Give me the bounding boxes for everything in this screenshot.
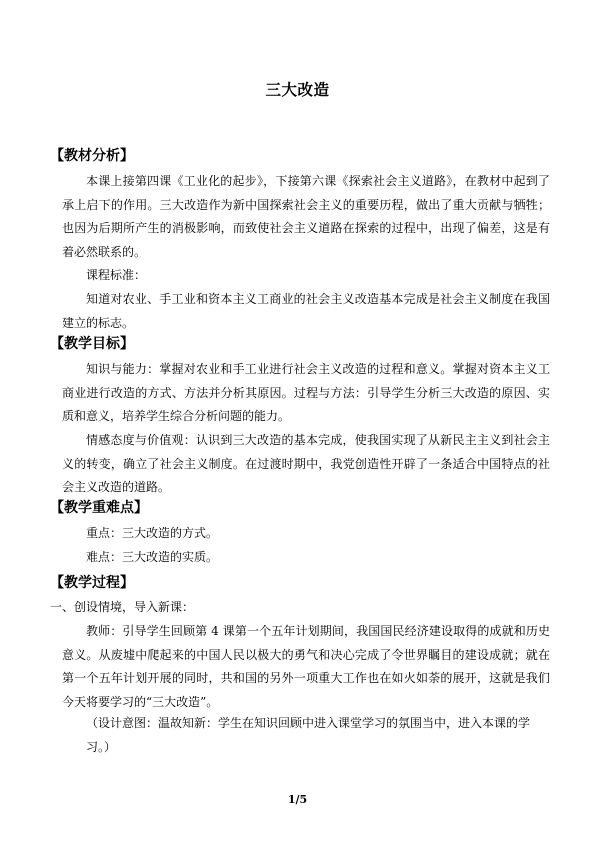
- page-title: 三大改造: [265, 81, 330, 99]
- heading-goals: 【教学目标】: [50, 336, 134, 352]
- process-step-1: 一、创设情境，导入新课：: [50, 600, 195, 614]
- keypoints-paragraph-1: 重点：三大改造的方式。: [86, 526, 219, 540]
- heading-keypoints: 【教学重难点】: [50, 500, 148, 516]
- goals-paragraph-2: 情感态度与价值观：认识到三大改造的基本完成，使我国实现了从新民主主义到社会主义的转变，确立了社会主义制度。在过渡时期中，我党创造性开辟了一条适合中国特点的社会主义改造的道路。: [62, 433, 550, 495]
- heading-analysis: 【教材分析】: [50, 148, 134, 164]
- goals-paragraph-1: 知识与能力：掌握对农业和手工业进行社会主义改造的过程和意义。掌握对资本主义工商业进行改造的方式、方法并分析其原因。过程与方法：引导学生分析三大改造的原因、实质和意义，培养学生综合分析问题的能力。: [62, 362, 550, 424]
- analysis-paragraph-2: 课程标准：: [86, 268, 147, 282]
- analysis-paragraph-3: 知道对农业、手工业和资本主义工商业的社会主义改造基本完成是社会主义制度在我国建立的标志。: [62, 292, 550, 330]
- process-design-note: （设计意图：温故知新：学生在知识回顾中进入课堂学习的氛围当中，进入本课的学习。）: [86, 716, 531, 754]
- analysis-paragraph-1: 本课上接第四课《工业化的起步》，下接第六课《探索社会主义道路》，在教材中起到了承上启下的作用。三大改造作为新中国探索社会主义的重要历程，做出了重大贡献与牺牲；也因为后期所产生的消极影响，而致使社会主义道路在探索的过程中，出现了偏差，这是有着必然联系的。: [62, 174, 550, 259]
- process-paragraph-1: 教师：引导学生回顾第 4 课第一个五年计划期间，我国国民经济建设取得的成就和历史意义。从废墟中爬起来的中国人民以极大的勇气和决心完成了令世界瞩目的建设成就；就在第一个五年计划开展的同时，共和国的另外一项重大工作也在如火如荼的展开，这就是我们今天将要学习的“三大改造”。: [62, 624, 550, 709]
- keypoints-paragraph-2: 难点：三大改造的实质。: [86, 550, 219, 564]
- heading-process: 【教学过程】: [50, 575, 134, 591]
- page-number: 1/5: [287, 793, 308, 806]
